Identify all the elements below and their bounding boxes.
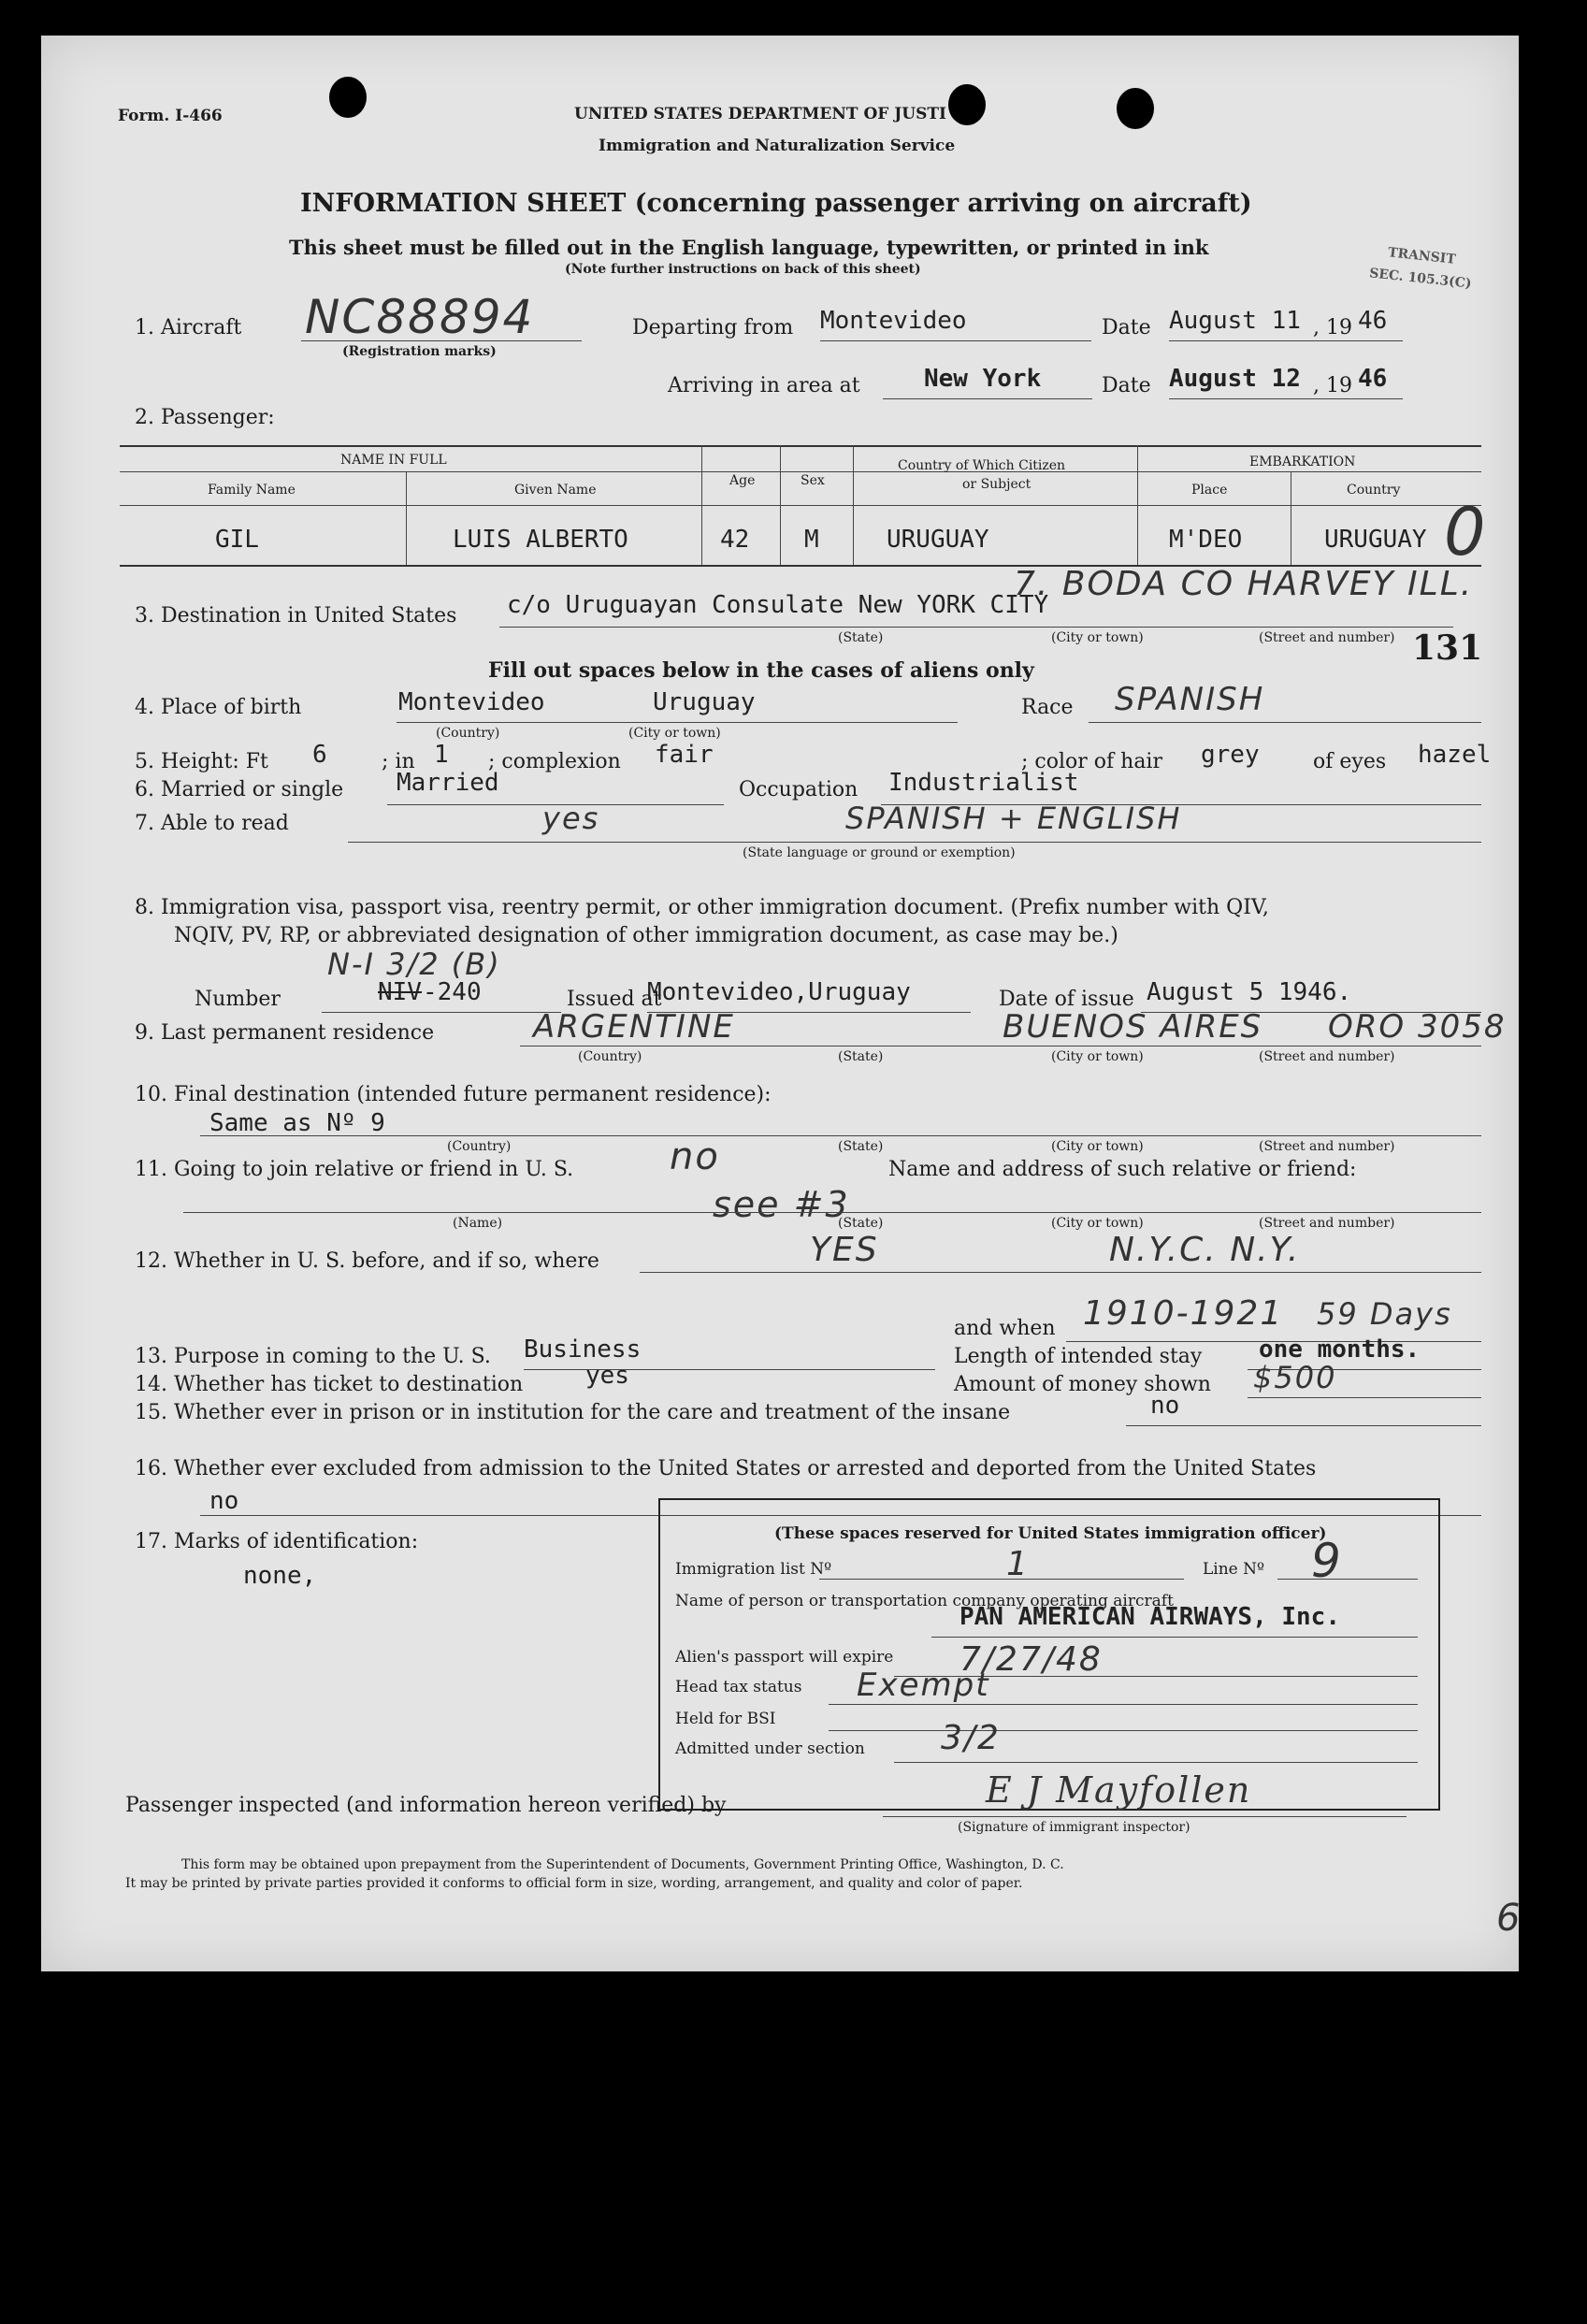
- visa-handwritten: N-I 3/2 (B): [327, 946, 501, 982]
- field-17-label: 17. Marks of identification:: [135, 1530, 419, 1553]
- name-in-full-header: NAME IN FULL: [340, 453, 447, 468]
- line-number-value: 9: [1311, 1534, 1343, 1588]
- officer-box-title: (These spaces reserved for United States immigration officer): [774, 1524, 1327, 1543]
- race-value: SPANISH: [1115, 681, 1265, 718]
- sex-header: Sex: [801, 473, 825, 488]
- arrival-year: 46: [1358, 365, 1388, 393]
- given-name-value: LUIS ALBERTO: [453, 526, 628, 554]
- held-for-bsi-label: Held for BSI: [675, 1710, 776, 1728]
- age-value: 42: [720, 526, 750, 554]
- birth-city: Uruguay: [653, 688, 756, 716]
- occupation-label: Occupation: [739, 778, 858, 801]
- family-name-value: GIL: [215, 526, 259, 554]
- relative-name-caption: (Name): [453, 1216, 503, 1231]
- birth-country: Montevideo: [398, 688, 545, 716]
- field-6-label: 6. Married or single: [135, 778, 344, 801]
- and-when-label: and when: [954, 1317, 1056, 1340]
- field-9-label: 9. Last permanent residence: [135, 1021, 435, 1045]
- departure-date: August 11: [1169, 307, 1301, 335]
- section-stamp: SEC. 105.3(C): [1368, 266, 1473, 292]
- relative-handwritten: see #3: [713, 1184, 850, 1225]
- birth-city-caption: (City or town): [628, 726, 721, 741]
- final-destination-value: Same as Nº 9: [209, 1109, 385, 1137]
- relative-street-caption: (Street and number): [1259, 1216, 1395, 1231]
- number-label: Number: [195, 988, 281, 1011]
- eyes-label: of eyes: [1313, 750, 1387, 773]
- issued-at-value: Montevideo,Uruguay: [647, 978, 911, 1006]
- hair-value: grey: [1201, 741, 1260, 769]
- arrival-date-label: Date: [1102, 374, 1151, 397]
- marital-status: Married: [397, 769, 499, 797]
- race-label: Race: [1021, 696, 1074, 719]
- field-10-label: 10. Final destination (intended future permanent residence):: [135, 1083, 772, 1106]
- transport-label: Name of person or transportation company operating aircraft: [675, 1592, 1174, 1610]
- head-tax-label: Head tax status: [675, 1678, 802, 1696]
- last-residence-street: ORO 3058: [1328, 1008, 1507, 1046]
- department-name: UNITED STATES DEPARTMENT OF JUSTI: [574, 105, 946, 123]
- passport-expire-label: Alien's passport will expire: [675, 1648, 894, 1667]
- when-value: 1910-1921: [1083, 1294, 1284, 1333]
- footer-line-1: This form may be obtained upon prepayment from the Superintendent of Documents, Government Printing Office, Washington, D. C.: [181, 1857, 1064, 1872]
- last-state-caption: (State): [838, 1049, 884, 1064]
- issue-date-value: August 5 1946.: [1147, 978, 1352, 1006]
- languages-value: SPANISH + ENGLISH: [845, 801, 1182, 836]
- complexion-label: ; complexion: [488, 750, 621, 773]
- departure-date-label: Date: [1102, 316, 1151, 339]
- admitted-section-value: 3/2: [941, 1719, 1001, 1757]
- length-of-stay-value: one months.: [1259, 1335, 1421, 1364]
- field-3-label: 3. Destination in United States: [135, 604, 457, 628]
- height-inches: 1: [434, 741, 449, 769]
- embarkation-country-value: URUGUAY: [1324, 526, 1427, 554]
- citizen-header-1: Country of Which Citizen: [898, 458, 1066, 473]
- corner-mark-six: 6: [1496, 1897, 1522, 1940]
- marks-value: none,: [243, 1562, 317, 1590]
- departure-year-prefix: , 19: [1313, 316, 1352, 339]
- destination-value: c/o Uruguayan Consulate New YORK CITY: [507, 591, 1049, 619]
- place-header: Place: [1191, 483, 1228, 498]
- final-city-caption: (City or town): [1051, 1139, 1144, 1154]
- arrival-year-prefix: , 19: [1313, 374, 1352, 397]
- inspector-signature: E J Mayfollen: [986, 1769, 1252, 1811]
- issue-date-label: Date of issue: [999, 988, 1134, 1011]
- country-header: Country: [1347, 483, 1401, 498]
- us-before-value: YES: [810, 1231, 879, 1269]
- destination-handwritten: 7. BODA CO HARVEY ILL.: [1014, 565, 1474, 603]
- punch-hole-center: [948, 84, 986, 125]
- arriving-label: Arriving in area at: [668, 374, 860, 397]
- corner-mark-zero: 0: [1444, 494, 1488, 570]
- money-label: Amount of money shown: [954, 1373, 1211, 1396]
- field-12-label: 12. Whether in U. S. before, and if so, where: [135, 1249, 599, 1273]
- officer-reserved-box: [658, 1498, 1440, 1811]
- field-5-label: 5. Height: Ft: [135, 750, 268, 773]
- prison-value: no: [1150, 1392, 1180, 1420]
- height-feet: 6: [312, 741, 327, 769]
- field-11-label: 11. Going to join relative or friend in U. S.: [135, 1158, 574, 1181]
- join-relative-value: no: [670, 1135, 720, 1178]
- form-number: Form. I-466: [118, 107, 223, 125]
- embarkation-header: EMBARKATION: [1249, 455, 1356, 469]
- field-4-label: 4. Place of birth: [135, 696, 302, 719]
- field-1-label: 1. Aircraft: [135, 316, 242, 339]
- issued-at-label: Issued at: [567, 988, 662, 1011]
- immigration-list-value: 1: [1006, 1545, 1030, 1583]
- purpose-value: Business: [524, 1335, 642, 1364]
- birth-country-caption: (Country): [436, 726, 500, 741]
- relative-city-caption: (City or town): [1051, 1216, 1144, 1231]
- final-country-caption: (Country): [447, 1139, 512, 1154]
- final-street-caption: (Street and number): [1259, 1139, 1395, 1154]
- arriving-at: New York: [924, 365, 1042, 393]
- admitted-section-label: Admitted under section: [675, 1739, 865, 1758]
- passport-expire-value: 7/27/48: [959, 1640, 1103, 1679]
- field-16-label: 16. Whether ever excluded from admission to the United States or arrested and deported from the United States: [135, 1457, 1317, 1480]
- citizen-header-2: or Subject: [962, 477, 1032, 492]
- hair-label: ; color of hair: [1021, 750, 1162, 773]
- aircraft-registration: NC88894: [305, 290, 535, 344]
- excluded-value: no: [209, 1487, 239, 1515]
- field-14-label: 14. Whether has ticket to destination: [135, 1373, 524, 1396]
- occupation-value: Industrialist: [888, 769, 1079, 797]
- age-header: Age: [729, 473, 756, 488]
- service-name: Immigration and Naturalization Service: [599, 137, 956, 155]
- dest-city-caption: (City or town): [1051, 630, 1144, 645]
- last-residence-city: BUENOS AIRES: [1003, 1008, 1263, 1046]
- length-of-stay-label: Length of intended stay: [954, 1345, 1203, 1368]
- last-residence-country: ARGENTINE: [533, 1008, 735, 1046]
- field-15-label: 15. Whether ever in prison or in institution for the care and treatment of the insane: [135, 1401, 1011, 1424]
- ticket-value: yes: [585, 1362, 629, 1390]
- line-number-label: Line Nº: [1203, 1560, 1265, 1579]
- family-name-header: Family Name: [208, 483, 296, 498]
- departing-label: Departing from: [632, 316, 794, 339]
- eyes-value: hazel: [1418, 741, 1492, 769]
- departure-year: 46: [1358, 307, 1388, 335]
- inches-label: ; in: [382, 750, 415, 773]
- last-city-caption: (City or town): [1051, 1049, 1144, 1064]
- head-tax-value: Exempt: [857, 1667, 990, 1704]
- dest-street-caption: (Street and number): [1259, 630, 1395, 645]
- last-country-caption: (Country): [578, 1049, 642, 1064]
- punch-hole-left: [329, 77, 367, 118]
- inspected-by-label: Passenger inspected (and information hereon verified) by: [125, 1794, 727, 1817]
- embarkation-place-value: M'DEO: [1169, 526, 1243, 554]
- language-caption: (State language or ground or exemption): [743, 845, 1016, 860]
- money-value: $500: [1253, 1360, 1337, 1395]
- footer-line-2: It may be printed by private parties provided it conforms to official form in size, wording, arrangement, and quality and color of paper.: [125, 1876, 1023, 1891]
- citizen-value: URUGUAY: [887, 526, 989, 554]
- dest-number: 131: [1412, 628, 1483, 668]
- final-state-caption: (State): [838, 1139, 884, 1154]
- visa-number-struck: NIV: [378, 978, 422, 1006]
- able-to-read-value: yes: [542, 801, 600, 836]
- last-street-caption: (Street and number): [1259, 1049, 1395, 1064]
- aliens-heading: Fill out spaces below in the cases of aliens only: [488, 658, 1034, 683]
- when-days-value: 59 Days: [1317, 1296, 1452, 1332]
- field-2-label: 2. Passenger:: [135, 406, 275, 429]
- departing-from: Montevideo: [820, 307, 967, 335]
- field-7-label: 7. Able to read: [135, 812, 289, 835]
- instruction-text: This sheet must be filled out in the English language, typewritten, or printed in ink: [289, 236, 1209, 259]
- signature-caption: (Signature of immigrant inspector): [958, 1820, 1190, 1835]
- complexion-value: fair: [655, 741, 714, 769]
- given-name-header: Given Name: [514, 483, 597, 498]
- transit-stamp: TRANSIT: [1387, 245, 1457, 267]
- field-13-label: 13. Purpose in coming to the U. S.: [135, 1345, 491, 1368]
- field-8-label-cont: NQIV, PV, RP, or abbreviated designation of other immigration document, as case may be.): [174, 924, 1118, 947]
- form-sheet: [41, 36, 1522, 1971]
- instruction-note: (Note further instructions on back of this sheet): [565, 262, 921, 277]
- sex-value: M: [804, 526, 819, 554]
- us-before-where: N.Y.C. N.Y.: [1109, 1231, 1301, 1269]
- relative-name-address-label: Name and address of such relative or friend:: [888, 1158, 1357, 1181]
- transport-value: PAN AMERICAN AIRWAYS, Inc.: [959, 1603, 1340, 1631]
- punch-hole-right: [1117, 88, 1154, 129]
- page-title: INFORMATION SHEET (concerning passenger arriving on aircraft): [300, 189, 1252, 218]
- relative-state-caption: (State): [838, 1216, 884, 1231]
- arrival-date: August 12: [1169, 365, 1301, 393]
- field-8-label: 8. Immigration visa, passport visa, reentry permit, or other immigration document. (Prefix number with QIV,: [135, 896, 1269, 919]
- dest-state-caption: (State): [838, 630, 884, 645]
- registration-marks-caption: (Registration marks): [342, 344, 497, 359]
- immigration-list-label: Immigration list Nº: [675, 1560, 832, 1579]
- visa-number: -240: [423, 978, 482, 1006]
